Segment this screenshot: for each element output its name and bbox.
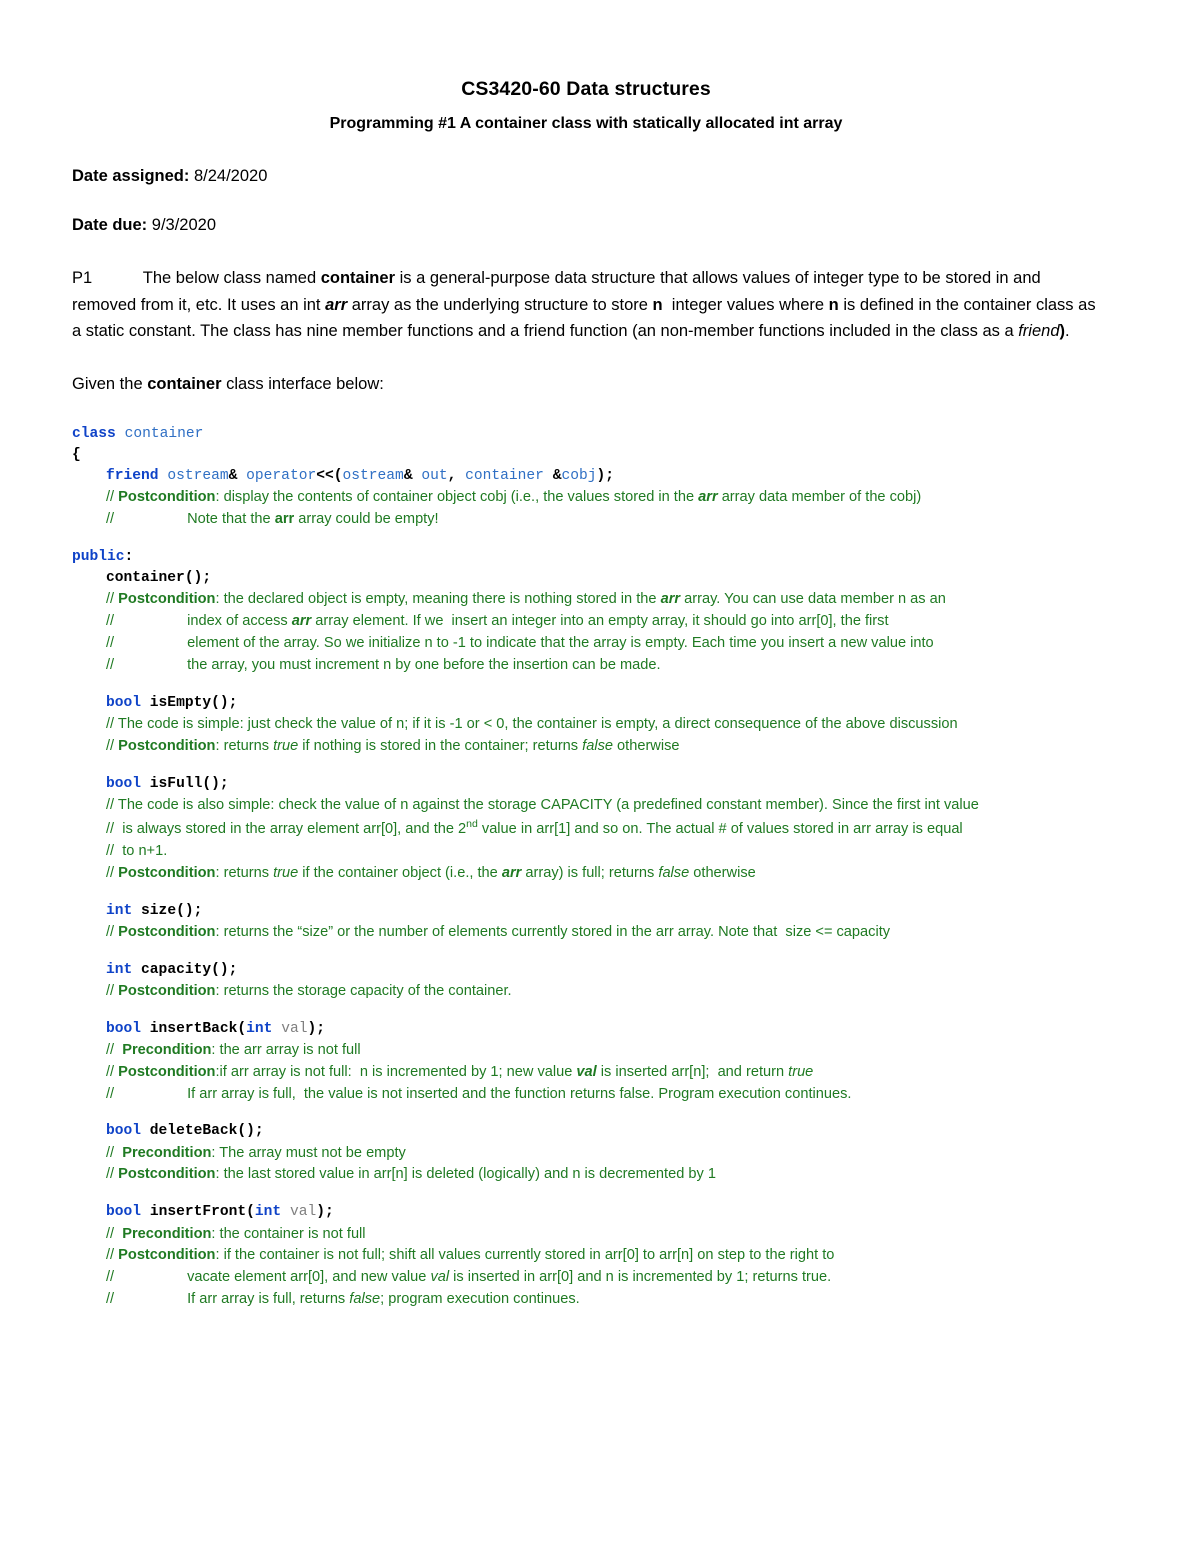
code-comment-line: // Postcondition: returns true if nothing is stored in the container; returns false otherwise: [106, 738, 680, 755]
date-assigned-label: Date assigned:: [72, 167, 190, 185]
intro-paragraph-text: The below class named container is a general-purpose data structure that allows values of integer type to be stored in and removed from it, etc. It uses an int arr array as the underlying structure to store n integer values where n is defined in the container class as a static constant. The class has nine member functions and a friend function (an non-member functions included in the class as a friend).: [72, 269, 1096, 341]
code-comment-line: // vacate element arr[0], and new value val is inserted in arr[0] and n is incremented by 1; returns true.: [106, 1269, 832, 1286]
code-source-line: friend ostream& operator<<(ostream& out, container &cobj);: [106, 468, 615, 485]
code-comment-line: // The code is also simple: check the value of n against the storage CAPACITY (a predefined constant member). Since the first int value: [106, 797, 979, 814]
code-comment-line: // Postcondition: returns the storage capacity of the container.: [106, 982, 512, 999]
p1-marker: P1: [72, 269, 93, 287]
code-comment-line: // Postcondition:if arr array is not full: n is incremented by 1; new value val is inserted arr[n]; and return true: [106, 1063, 814, 1080]
code-source-line: bool insertBack(int val);: [106, 1020, 325, 1037]
code-source-line: int capacity();: [106, 961, 238, 978]
code-blank-line: [72, 677, 1100, 693]
code-comment-line: // the array, you must increment n by one before the insertion can be made.: [106, 657, 661, 674]
code-blank-line: [72, 758, 1100, 774]
code-source-line: bool insertFront(int val);: [106, 1204, 334, 1221]
page-title: CS3420-60 Data structures: [461, 78, 711, 100]
code-comment-line: // Precondition: The array must not be empty: [106, 1144, 406, 1161]
code-comment-line: // Postcondition: if the container is not full; shift all values currently stored in arr[0] to arr[n] on step to the right to: [106, 1247, 835, 1264]
code-comment-line: // is always stored in the array element arr[0], and the 2nd value in arr[1] and so on. The actual # of values stored in arr array is equal: [106, 817, 963, 837]
date-assigned-value: 8/24/2020: [193, 167, 268, 185]
code-source-line: bool isFull();: [106, 775, 229, 792]
code-comment-line: // If arr array is full, returns false; program execution continues.: [106, 1291, 580, 1308]
given-paragraph: Given the container class interface below:: [72, 375, 384, 394]
code-comment-line: // element of the array. So we initialize n to -1 to indicate that the array is empty. Each time you insert a new value into: [106, 635, 934, 652]
code-comment-line: // Precondition: the container is not full: [106, 1225, 366, 1242]
code-source-line: public:: [72, 549, 134, 566]
code-source-line: {: [72, 447, 81, 464]
date-due-value: 9/3/2020: [151, 216, 217, 234]
code-comment-line: // If arr array is full, the value is not inserted and the function returns false. Program execution continues.: [106, 1085, 852, 1102]
code-comment-line: // index of access arr array element. If we insert an integer into an empty array, it should go into arr[0], the first: [106, 613, 889, 630]
code-source-line: int size();: [106, 902, 203, 919]
code-source-line: class container: [72, 425, 204, 442]
code-comment-line: // Postcondition: returns true if the container object (i.e., the arr array) is full; returns false otherwise: [106, 864, 756, 881]
code-blank-line: [72, 1105, 1100, 1121]
code-listing: [72, 424, 1100, 1311]
code-comment-line: // The code is simple: just check the value of n; if it is -1 or < 0, the container is empty, a direct consequence of the above discussion: [106, 716, 958, 733]
page-subtitle: Programming #1 A container class with statically allocated int array: [329, 115, 843, 132]
code-source-line: container();: [106, 570, 212, 587]
code-blank-line: [72, 885, 1100, 901]
code-comment-line: // to n+1.: [106, 842, 168, 859]
code-comment-line: // Postcondition: display the contents of container object cobj (i.e., the values stored in the arr array data member of the cobj): [106, 489, 922, 506]
code-comment-line: // Postcondition: the declared object is empty, meaning there is nothing stored in the arr array. You can use data member n as an: [106, 591, 946, 608]
code-comment-line: // Precondition: the arr array is not full: [106, 1041, 361, 1058]
code-comment-line: // Postcondition: returns the “size” or the number of elements currently stored in the arr array. Note that size <= capacity: [106, 923, 891, 940]
code-blank-line: [72, 1186, 1100, 1202]
code-comment-line: // Note that the arr array could be empty!: [106, 511, 439, 528]
code-comment-line: // Postcondition: the last stored value in arr[n] is deleted (logically) and n is decremented by 1: [106, 1166, 716, 1183]
code-source-line: bool isEmpty();: [106, 695, 238, 711]
code-blank-line: [72, 531, 1100, 547]
date-due-line: [72, 216, 1100, 235]
code-source-line: bool deleteBack();: [106, 1123, 264, 1140]
code-blank-line: [72, 1003, 1100, 1019]
date-assigned-line: [72, 167, 1100, 186]
intro-paragraph: [72, 265, 1100, 345]
date-due-label: Date due:: [72, 216, 148, 234]
code-blank-line: [72, 944, 1100, 960]
